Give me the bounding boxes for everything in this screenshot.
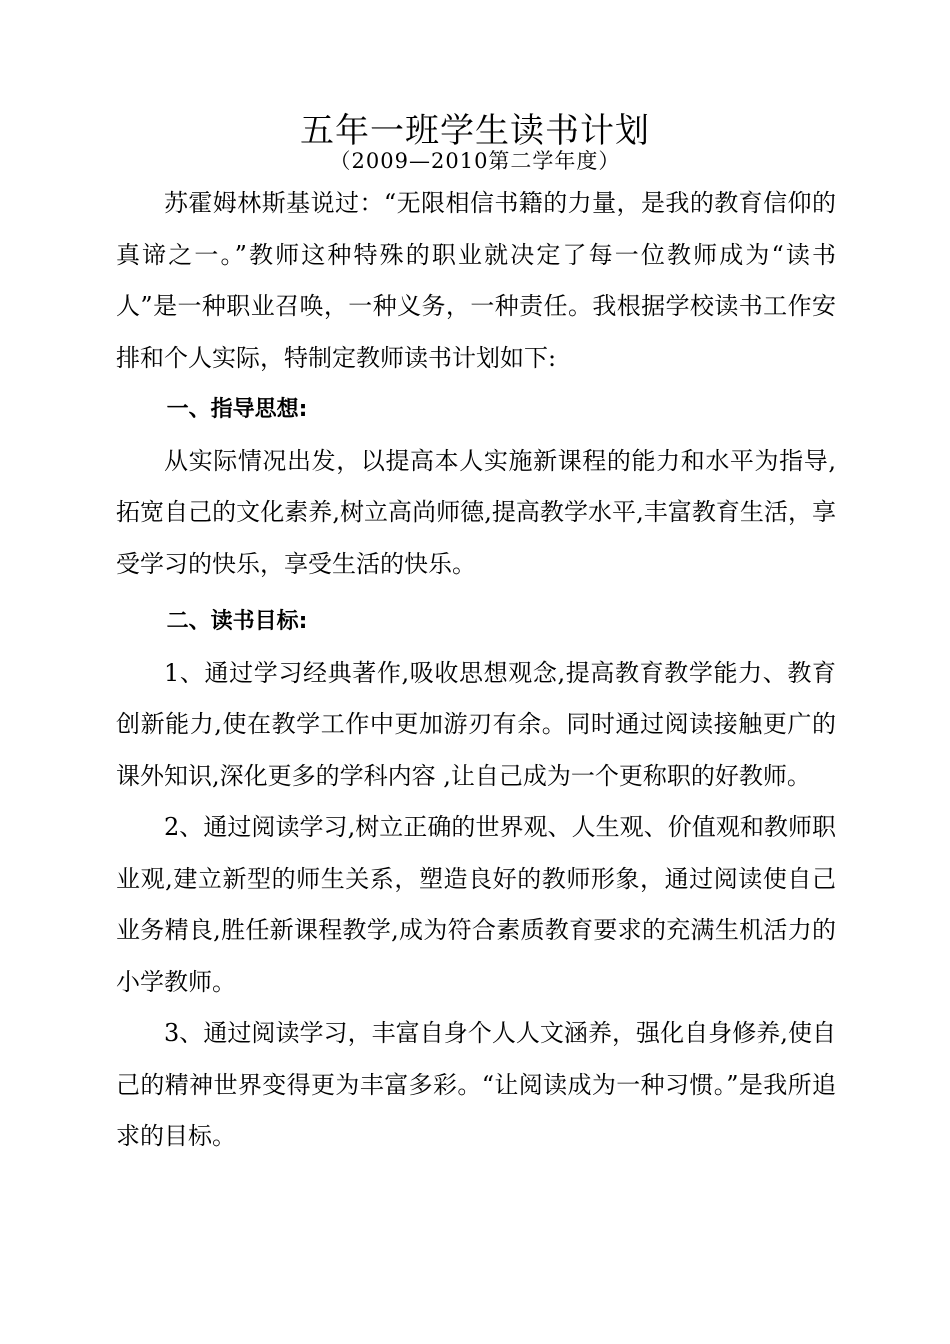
document-subtitle: （2009—2010第二学年度） bbox=[329, 149, 621, 173]
section-heading-guiding-ideas: 一、指导思想: bbox=[166, 397, 308, 422]
reading-goal-item: 3、通过阅读学习，丰富自身个人人文涵养，强化自身修养,使自己的精神世界变得更为丰富多彩。“让阅读成为一种习惯。”是我所追求的目标。 bbox=[116, 1019, 836, 1150]
reading-goal-item: 1、通过学习经典著作,吸收思想观念,提高教育教学能力、教育创新能力,使在教学工作中更加游刃有余。同时通过阅读接触更广的课外知识,深化更多的学科内容 ,让自己成为一个更称职的好教师。 bbox=[116, 658, 836, 790]
section-heading-reading-goals: 二、读书目标: bbox=[166, 609, 308, 634]
document-title: 五年一班学生读书计划 bbox=[300, 111, 650, 151]
document-body bbox=[116, 178, 836, 1163]
intro-paragraph: 苏霍姆林斯基说过：“无限相信书籍的力量，是我的教育信仰的真谛之一。”教师这种特殊的职业就决定了每一位教师成为“读书人”是一种职业召唤，一种义务，一种责任。我根据学校读书工作安排和个人实际，特制定教师读书计划如下: bbox=[116, 189, 836, 372]
guiding-ideas-paragraph: 从实际情况出发，以提高本人实施新课程的能力和水平为指导,拓宽自己的文化素养,树立高尚师德,提高教学水平,丰富教育生活，享受学习的快乐，享受生活的快乐。 bbox=[116, 446, 836, 578]
reading-goal-item: 2、通过阅读学习,树立正确的世界观、人生观、价值观和教师职业观,建立新型的师生关系，塑造良好的教师形象，通过阅读使自己业务精良,胜任新课程教学,成为符合素质教育要求的充满生机活力的小学教师。 bbox=[116, 813, 836, 996]
